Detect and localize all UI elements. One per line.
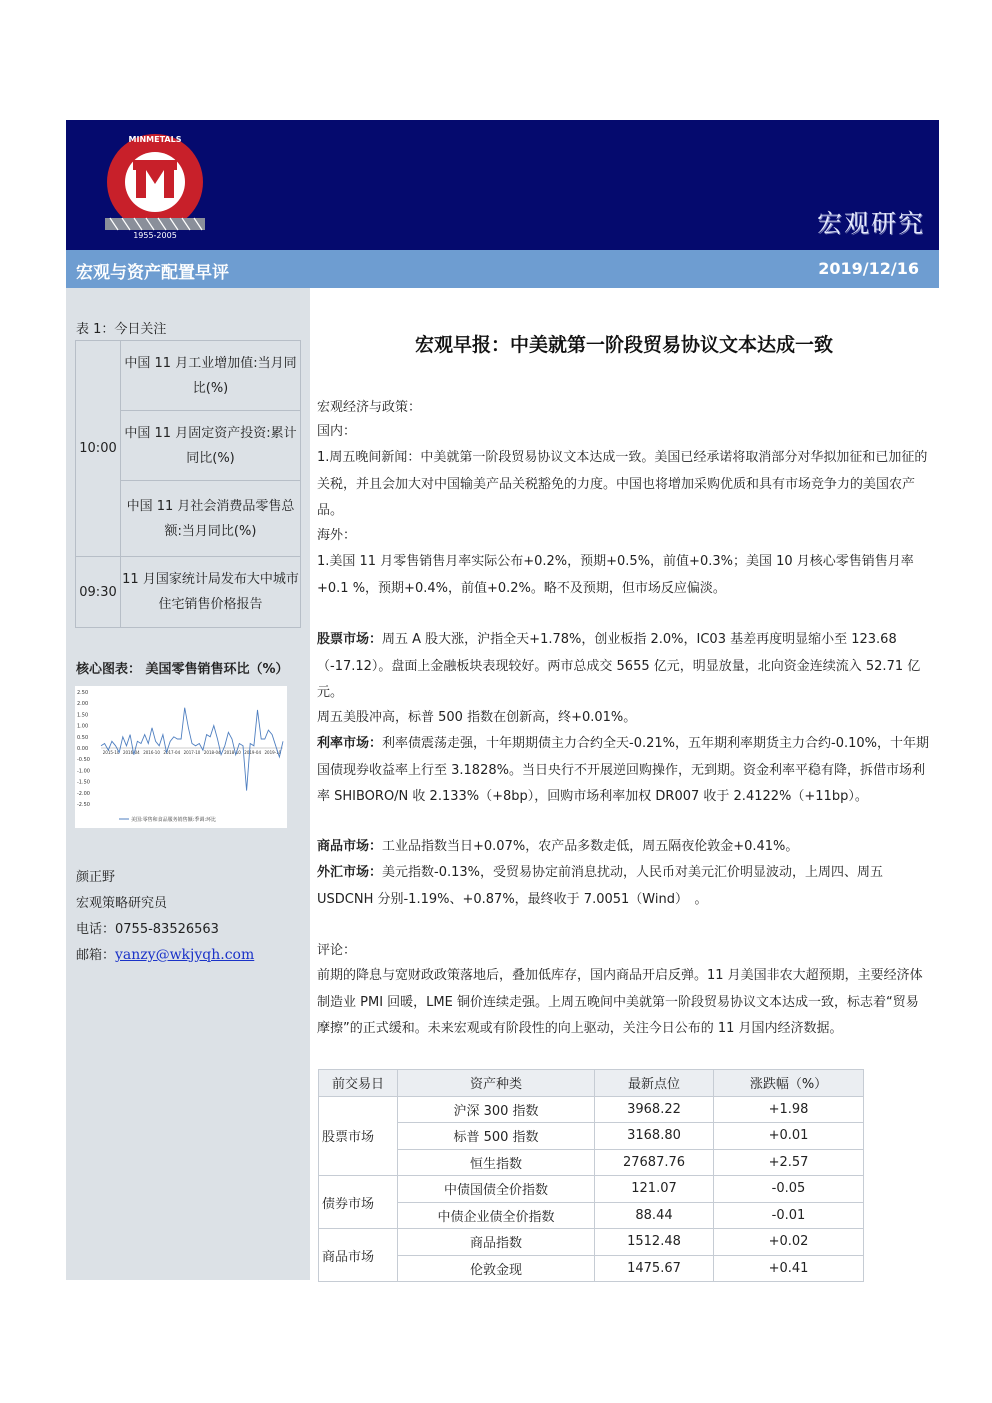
asset-name: 中债企业债全价指数 (398, 1202, 595, 1229)
change-pct: -0.01 (714, 1202, 864, 1229)
rate-label: 利率市场： (317, 736, 383, 751)
asset-name: 中债国债全价指数 (398, 1176, 595, 1203)
author-name: 颜正野 (76, 870, 116, 885)
report-title-bar (66, 250, 939, 288)
latest-value: 3168.80 (595, 1123, 714, 1150)
x-tick-label: 2018-10 (224, 750, 241, 755)
market-group: 商品市场 (319, 1229, 398, 1282)
table-row (319, 1123, 864, 1150)
table-row (319, 1096, 864, 1123)
y-tick-label: 2.00 (77, 701, 89, 708)
commodity-label: 商品市场： (317, 839, 383, 854)
x-tick-label: 2017-10 (183, 750, 201, 755)
legend-label: 美国:零售和食品服务销售额:季调:环比 (131, 817, 217, 823)
fx-label: 外汇市场： (317, 865, 383, 880)
change-pct: +0.02 (714, 1229, 864, 1256)
change-pct: +2.57 (714, 1149, 864, 1176)
asset-name: 标普 500 指数 (398, 1123, 595, 1150)
latest-value: 27687.76 (595, 1149, 714, 1176)
author-phone: 电话：0755-83526563 (76, 922, 219, 937)
latest-value: 88.44 (595, 1202, 714, 1229)
change-pct: +0.01 (714, 1123, 864, 1150)
market-table (318, 1069, 864, 1282)
table-row (319, 1149, 864, 1176)
retail-sales-chart (75, 686, 287, 828)
domestic-paragraph: 1.周五晚间新闻：中美就第一阶段贸易协议文本达成一致。美国已经承诺将取消部分对华拟加征和已加征的关税，并且会加大对中国输美产品关税豁免的力度。中国也将增加采购优质和具有市场竞争力的美国农产品。 (317, 450, 928, 518)
report-name: 宏观与资产配置早评 (76, 263, 229, 283)
series-label: 宏观研究 (816, 209, 925, 238)
y-tick-label: -1.00 (77, 768, 90, 775)
x-tick-label: 2016-04 (122, 750, 140, 755)
market-group: 债券市场 (319, 1176, 398, 1229)
focus-table (75, 340, 301, 628)
change-pct: +0.41 (714, 1255, 864, 1282)
focus-item: 中国 11 月固定资产投资:累计同比(%) (121, 411, 301, 481)
y-tick-label: 0.50 (77, 734, 89, 741)
comment-paragraph: 前期的降息与宽财政政策落地后，叠加低库存，国内商品开启反弹。11 月美国非农大超预期，主要经济体制造业 PMI 回暖，LME 铜价连续走强。上周五晚间中美就第一阶段贸易协议文本达成一致，标志着“贸易摩擦”的正式缓和。未来宏观或有阶段性的向上驱动，关注今日公布的 11 月国内经济数据。 (317, 968, 923, 1036)
latest-value: 121.07 (595, 1176, 714, 1203)
x-tick-label: 2019-04 (244, 750, 262, 755)
overseas-paragraph: 1.美国 11 月零售销售月率实际公布+0.2%，预期+0.5%，前值+0.3%；美国 10 月核心零售销售月率+0.1 %，预期+0.4%，前值+0.2%。略不及预期，但市场反应偏淡。 (317, 554, 914, 596)
focus-table-caption: 表 1：今日关注 (76, 322, 167, 337)
x-tick-label: 2016-10 (143, 750, 160, 755)
author-role: 宏观策略研究员 (76, 896, 168, 911)
report-date: 2019/12/16 (818, 259, 919, 278)
y-tick-label: 0.00 (77, 746, 89, 752)
column-header: 前交易日 (319, 1070, 398, 1097)
change-pct: -0.05 (714, 1176, 864, 1203)
rate-paragraph: 利率市场：利率债震荡走强，十年期期债主力合约全天-0.21%，五年期利率期货主力合约-0.10%，十年期国债现券收益率上行至 3.1828%。当日央行不开展逆回购操作，无到期。资金利率平稳有降，拆借市场利率 SHIBORO/N 收 2.133%（+8bp），回购市场利率加权 DR007 收于 2.4122%（+11bp）。 (317, 736, 929, 804)
market-group: 股票市场 (319, 1096, 398, 1176)
x-tick-label: 2017-04 (163, 750, 181, 755)
column-header: 资产种类 (398, 1070, 595, 1097)
email-link[interactable]: yanzy@wkjyqh.com (115, 947, 255, 963)
latest-value: 1475.67 (595, 1255, 714, 1282)
focus-item: 11 月国家统计局发布大中城市住宅销售价格报告 (121, 557, 301, 628)
focus-time: 10:00 (76, 341, 121, 557)
svg-text:1955-2005: 1955-2005 (133, 231, 177, 240)
author-email-row (76, 944, 254, 963)
domestic-label: 国内： (317, 424, 357, 439)
y-tick-label: 1.00 (77, 723, 89, 730)
fx-paragraph: 外汇市场：美元指数-0.13%，受贸易协定前消息扰动，人民币对美元汇价明显波动，上周四、周五 USDCNH 分别-1.19%、+0.87%，最终收于 7.0051（Wind） 。 (317, 865, 884, 907)
y-tick-label: -0.50 (77, 757, 90, 764)
change-pct: +1.98 (714, 1096, 864, 1123)
y-tick-label: 1.50 (77, 712, 89, 719)
y-tick-label: -2.00 (77, 790, 90, 797)
asset-name: 恒生指数 (398, 1149, 595, 1176)
latest-value: 1512.48 (595, 1229, 714, 1256)
report-header (66, 120, 939, 250)
stock-paragraph: 股票市场：周五 A 股大涨，沪指全天+1.78%，创业板指 2.0%，IC03 基差再度明显缩小至 123.68（-17.12）。盘面上金融板块表现较好。两市总成交 5655 亿元，明显放量，北向资金连续流入 52.71 亿元。 (317, 632, 921, 700)
stock-paragraph-us: 周五美股冲高，标普 500 指数在创新高，终+0.01%。 (317, 710, 637, 725)
asset-name: 沪深 300 指数 (398, 1096, 595, 1123)
article-title: 宏观早报：中美就第一阶段贸易协议文本达成一致 (414, 334, 833, 356)
y-tick-label: 2.50 (77, 690, 89, 696)
y-tick-label: -1.50 (77, 779, 90, 786)
table-row (319, 1176, 864, 1203)
focus-item: 中国 11 月工业增加值:当月同比(%) (121, 341, 301, 411)
x-tick-label: 2018-04 (203, 750, 221, 755)
asset-name: 伦敦金现 (398, 1255, 595, 1282)
table-row (319, 1202, 864, 1229)
table-row (319, 1255, 864, 1282)
table-header-row (319, 1070, 864, 1097)
column-header: 涨跌幅（%） (714, 1070, 864, 1097)
asset-name: 商品指数 (398, 1229, 595, 1256)
focus-item: 中国 11 月社会消费品零售总额:当月同比(%) (121, 481, 301, 557)
stock-label: 股票市场： (317, 632, 383, 647)
column-header: 最新点位 (595, 1070, 714, 1097)
x-tick-label: 2019-10 (264, 750, 282, 755)
commodity-paragraph: 商品市场：工业品指数当日+0.07%，农产品多数走低，周五隔夜伦敦金+0.41%。 (317, 839, 799, 854)
overseas-label: 海外： (317, 528, 357, 543)
email-label: 邮箱： (76, 948, 116, 963)
x-tick-label: 2015-10 (102, 750, 120, 755)
comment-label: 评论： (317, 943, 357, 958)
section-heading: 宏观经济与政策： (317, 400, 422, 415)
table-row (319, 1229, 864, 1256)
svg-text:MINMETALS: MINMETALS (128, 135, 182, 144)
y-tick-label: -2.50 (77, 802, 90, 808)
core-chart-title: 核心图表： 美国零售销售环比（%） (76, 662, 289, 677)
focus-time: 09:30 (76, 557, 121, 628)
latest-value: 3968.22 (595, 1096, 714, 1123)
minmetals-logo (100, 130, 210, 240)
